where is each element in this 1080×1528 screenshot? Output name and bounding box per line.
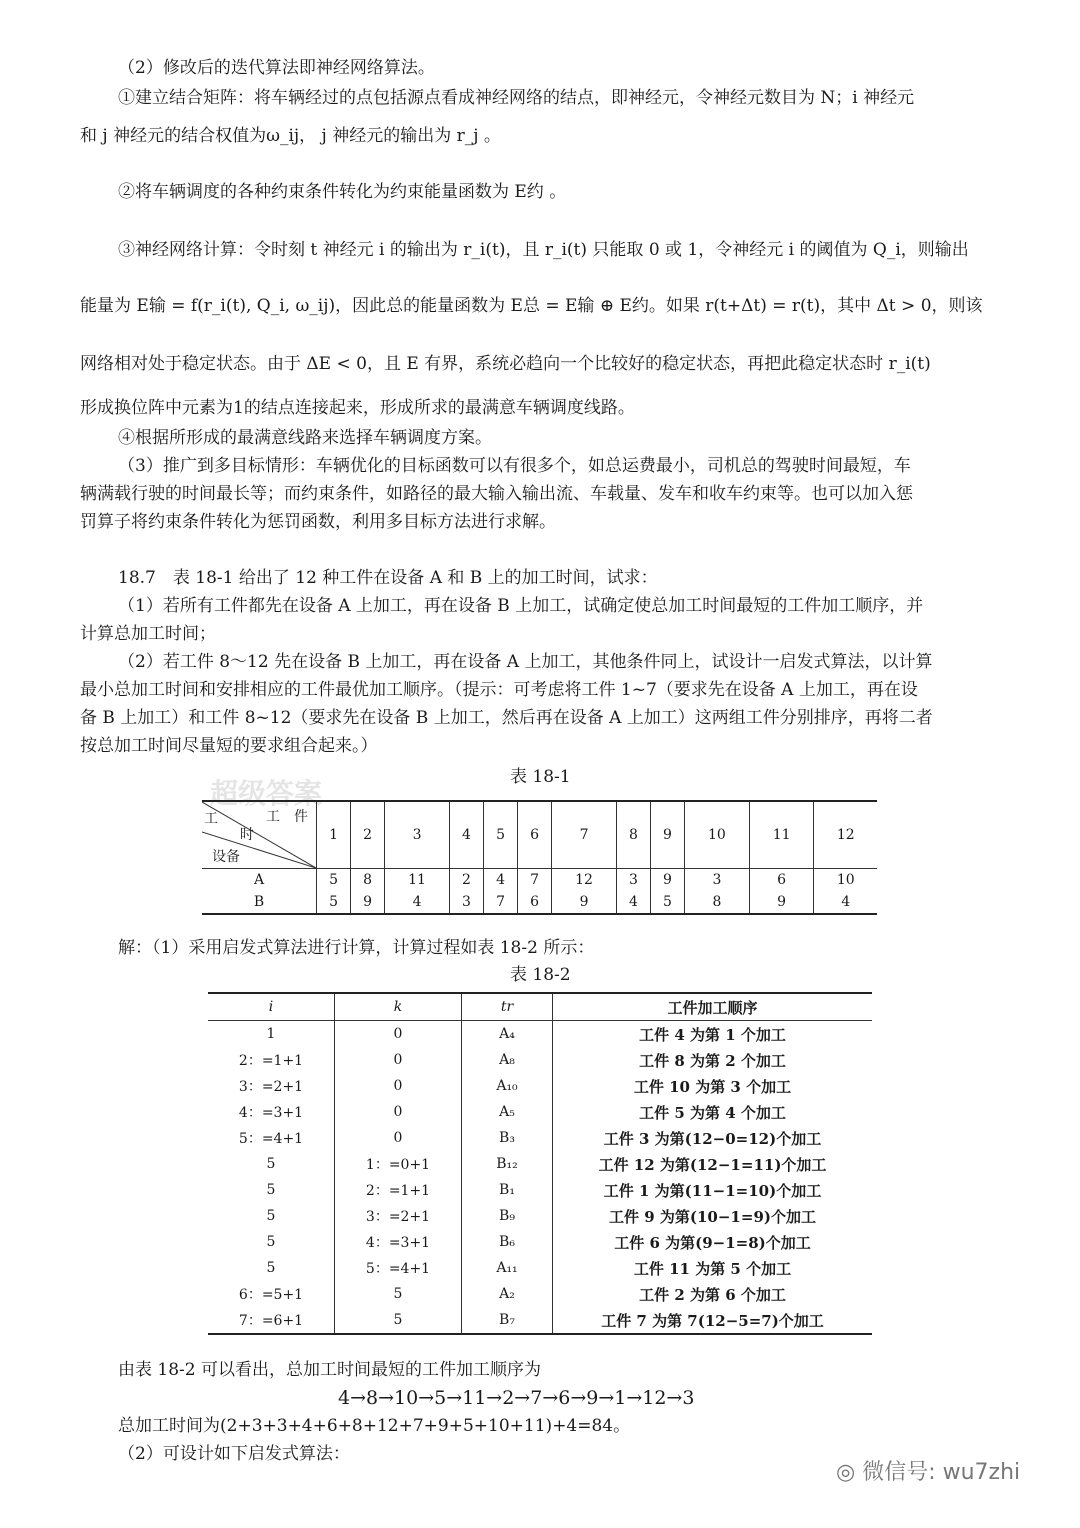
cell: 6 (749, 869, 814, 892)
para-6: 能量为 E输 = f(r_i(t), Q_i, ω_ij)，因此总的能量函数为 E总 = E输 ⊕ E约。如果 r(t+Δt) = r(t)，其中 Δt > 0，则该 (80, 296, 983, 316)
para-17: 最小总加工时间和安排相应的工件最优加工顺序。（提示：可考虑将工件 1~7（要求先在设备 A 上加工，再在设 (80, 680, 918, 700)
cell: 9 (650, 869, 684, 892)
cell: 工件 5 为第 4 个加工 (639, 1103, 786, 1122)
col-header: 4 (449, 801, 483, 869)
col-header: 11 (749, 801, 814, 869)
col-header: 10 (685, 801, 750, 869)
cell: A₂ (462, 1281, 553, 1307)
cell: 6：=5+1 (208, 1281, 335, 1307)
cell: 9 (552, 891, 617, 914)
cell: B₆ (462, 1229, 553, 1255)
table1-title: 表 18-1 (510, 767, 571, 787)
cell: 7：=6+1 (208, 1307, 335, 1334)
para-16: （2）若工件 8～12 先在设备 B 上加工，再在设备 A 上加工，其他条件同上，试设计一启发式算法，以计算 (118, 652, 933, 672)
cell: 11 (385, 869, 450, 892)
cell: 4：=3+1 (335, 1229, 462, 1255)
diagonal-header-cell (202, 801, 317, 869)
corner-label-left: 工 (204, 811, 218, 827)
col-header: 2 (351, 801, 385, 869)
cell: 1 (208, 1021, 335, 1048)
table-row (208, 1177, 872, 1203)
wechat-id: 微信号: wu7zhi (862, 1460, 1021, 1485)
corner-label-bottom: 设备 (212, 849, 240, 865)
cell: 4 (841, 894, 851, 910)
cell: 7 (518, 869, 552, 892)
table-row (208, 1307, 872, 1334)
table-header-row (208, 993, 872, 1021)
para-9: ④根据所形成的最满意线路来选择车辆调度方案。 (118, 428, 492, 448)
col-header: 3 (385, 801, 450, 869)
table-row (208, 1099, 872, 1125)
cell: 5 (208, 1203, 335, 1229)
cell: 4 (385, 891, 450, 914)
cell: 8 (351, 869, 385, 892)
cell: 10 (836, 872, 855, 888)
cell: B₉ (462, 1203, 553, 1229)
cell: 工件 2 为第 6 个加工 (639, 1285, 786, 1304)
para-23: 总加工时间为(2+3+3+4+6+8+12+7+9+5+10+11)+4=84。 (118, 1416, 631, 1436)
cell: 5 (208, 1177, 335, 1203)
table-18-1 (202, 800, 877, 915)
cell: 5 (335, 1281, 462, 1307)
cell: 2：=1+1 (208, 1047, 335, 1073)
cell: 5 (208, 1229, 335, 1255)
para-7: 网络相对处于稳定状态。由于 ΔE < 0，且 E 有界，系统必趋向一个比较好的稳定状态，再把此稳定状态时 r_i(t) (80, 354, 931, 374)
cell: 4 (616, 891, 650, 914)
col-header: 12 (814, 801, 877, 869)
cell: 工件 6 为第(9−1=8)个加工 (614, 1233, 811, 1252)
col-header: 9 (650, 801, 684, 869)
table-row (208, 1047, 872, 1073)
cell: 工件 8 为第 2 个加工 (639, 1051, 786, 1070)
para-12: 罚算子将约束条件转化为惩罚函数，利用多目标方法进行求解。 (80, 512, 556, 532)
cell: 4：=3+1 (208, 1099, 335, 1125)
table-row (208, 1255, 872, 1281)
para-20: 解：（1）采用启发式算法进行计算，计算过程如表 18-2 所示： (118, 938, 595, 958)
cell: A₁₁ (462, 1255, 553, 1281)
cell: 0 (335, 1021, 462, 1048)
cell: 工件 12 为第(12−1=11)个加工 (598, 1155, 827, 1174)
col-header: 工件加工顺序 (553, 993, 873, 1021)
cell: 5 (208, 1255, 335, 1281)
cell: A₄ (462, 1021, 553, 1048)
table-row (202, 869, 877, 892)
col-header: 5 (483, 801, 517, 869)
cell: 5 (317, 891, 351, 914)
cell: 3：=2+1 (335, 1203, 462, 1229)
col-header: tr (462, 993, 553, 1021)
para-14: （1）若所有工件都先在设备 A 上加工，再在设备 B 上加工，试确定使总加工时间最短的工件加工顺序，并 (118, 596, 924, 616)
cell: 0 (335, 1047, 462, 1073)
cell: A₁₀ (462, 1073, 553, 1099)
cell: A₈ (462, 1047, 553, 1073)
cell: 5 (335, 1307, 462, 1334)
para-11: 辆满载行驶的时间最长等；而约束条件，如路径的最大输入输出流、车载量、发车和收车约束等。也可以加入惩 (80, 484, 913, 504)
cell: 5：=4+1 (208, 1125, 335, 1151)
cell: 5：=4+1 (335, 1255, 462, 1281)
row-label: B (202, 891, 317, 914)
cell: 工件 3 为第(12−0=12)个加工 (603, 1129, 822, 1148)
para-8: 形成换位阵中元素为1的结点连接起来，形成所求的最满意车辆调度线路。 (80, 398, 635, 418)
cell: 3 (685, 869, 750, 892)
cell: 4 (483, 869, 517, 892)
para-19: 按总加工时间尽量短的要求组合起来。） (80, 736, 378, 756)
table-row (208, 1125, 872, 1151)
col-header: k (335, 993, 462, 1021)
col-header: 7 (552, 801, 617, 869)
cell: 工件 11 为第 5 个加工 (633, 1259, 792, 1278)
cell: 0 (335, 1073, 462, 1099)
cell: B₃ (462, 1125, 553, 1151)
cell: B₇ (462, 1307, 553, 1334)
para-15: 计算总加工时间； (80, 624, 216, 644)
col-header: 6 (518, 801, 552, 869)
cell: 5 (208, 1151, 335, 1177)
cell: 2：=1+1 (335, 1177, 462, 1203)
table-row (208, 1151, 872, 1177)
cell: 5 (317, 869, 351, 892)
para-1: （2）修改后的迭代算法即神经网络算法。 (118, 58, 435, 78)
table-18-2 (208, 992, 872, 1335)
watermark: 超级答案 (210, 777, 323, 810)
wechat-footer (836, 1455, 1020, 1486)
col-header: 1 (317, 801, 351, 869)
col-header: 8 (616, 801, 650, 869)
cell: 工件 1 为第(11−1=10)个加工 (603, 1181, 822, 1200)
corner-label-top: 工 件 (266, 809, 308, 825)
col-header: i (208, 993, 335, 1021)
cell: B₁₂ (462, 1151, 553, 1177)
cell: 8 (685, 891, 750, 914)
para-10: （3）推广到多目标情形：车辆优化的目标函数可以有很多个，如总运费最小，司机总的驾驶时间最短，车 (118, 456, 911, 476)
cell: 工件 4 为第 1 个加工 (639, 1025, 786, 1044)
table-row (208, 1021, 872, 1048)
cell: 3 (616, 869, 650, 892)
cell: B₁ (462, 1177, 553, 1203)
sequence: 4→8→10→5→11→2→7→6→9→1→12→3 (338, 1387, 695, 1409)
table-row (208, 1073, 872, 1099)
cell: 12 (552, 869, 617, 892)
para-5: ③神经网络计算：令时刻 t 神经元 i 的输出为 r_i(t)，且 r_i(t) 只能取 0 或 1，令神经元 i 的阈值为 Q_i，则输出 (118, 240, 969, 260)
cell: 工件 10 为第 3 个加工 (633, 1077, 792, 1096)
cell: 0 (335, 1125, 462, 1151)
cell: 9 (351, 891, 385, 914)
corner-label-mid: 时 (240, 827, 254, 843)
cell: 9 (749, 891, 814, 914)
wechat-icon: ◎ (836, 1460, 856, 1485)
cell: A₅ (462, 1099, 553, 1125)
para-21: 由表 18-2 可以看出，总加工时间最短的工件加工顺序为 (118, 1360, 541, 1380)
table-row (208, 1281, 872, 1307)
para-4: ②将车辆调度的各种约束条件转化为约束能量函数为 E约 。 (118, 182, 567, 202)
cell: 3 (449, 891, 483, 914)
cell: 2 (449, 869, 483, 892)
para-24: （2）可设计如下启发式算法： (118, 1444, 350, 1464)
cell: 工件 7 为第 7(12−5=7)个加工 (601, 1311, 824, 1330)
cell: 7 (483, 891, 517, 914)
cell: 5 (650, 891, 684, 914)
cell: 6 (518, 891, 552, 914)
table-header-row (202, 801, 877, 869)
table-row (208, 1229, 872, 1255)
cell: 工件 9 为第(10−1=9)个加工 (609, 1207, 816, 1226)
para-2: ①建立结合矩阵：将车辆经过的点包括源点看成神经网络的结点，即神经元，令神经元数目为 N；i 神经元 (118, 88, 915, 108)
cell: 0 (335, 1099, 462, 1125)
table-row (208, 1203, 872, 1229)
para-3: 和 j 神经元的结合权值为ω_ij， j 神经元的输出为 r_j 。 (80, 126, 501, 146)
para-13: 18.7 表 18-1 给出了 12 种工件在设备 A 和 B 上的加工时间，试求： (118, 568, 658, 588)
cell: 3：=2+1 (208, 1073, 335, 1099)
table2-title: 表 18-2 (510, 965, 571, 985)
cell: 1：=0+1 (335, 1151, 462, 1177)
row-label: A (202, 869, 317, 892)
para-18: 备 B 上加工）和工件 8~12（要求先在设备 B 上加工，然后再在设备 A 上加工）这两组工件分别排序，再将二者 (80, 708, 933, 728)
table-row (202, 891, 877, 914)
